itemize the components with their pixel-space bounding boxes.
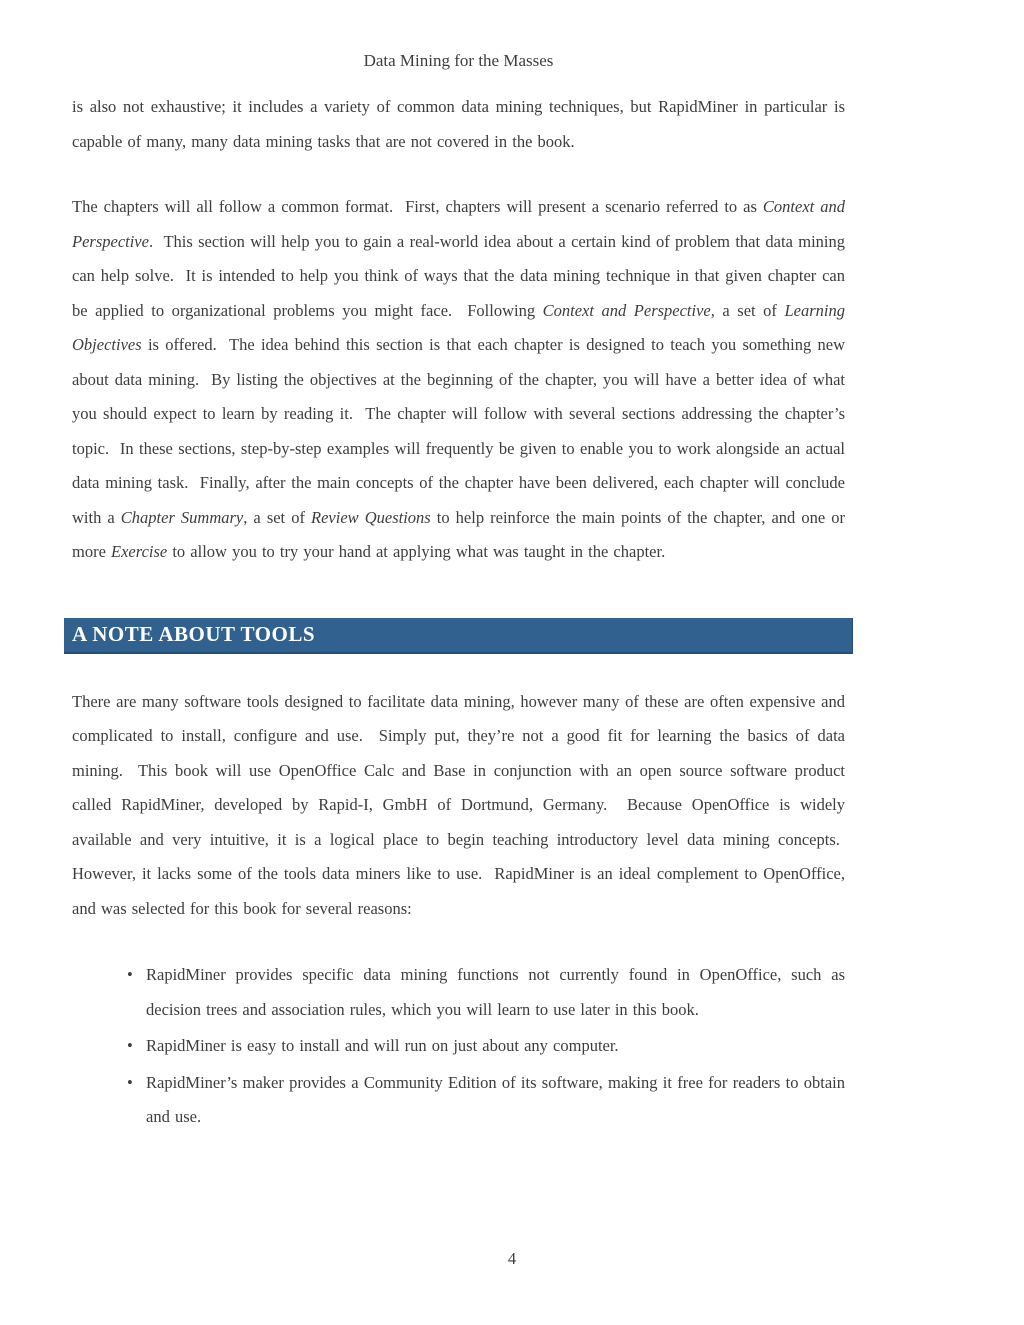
bullet-item-rapidminer-functions	[127, 958, 845, 1027]
page-content	[72, 0, 845, 1135]
bullet-icon: •	[127, 1036, 133, 1055]
section-heading-banner	[64, 618, 853, 654]
bullet-item-easy-install	[127, 1029, 845, 1064]
bullet-icon: •	[127, 1072, 133, 1092]
bullet-item-community-edition	[127, 1066, 845, 1135]
bullet-text: RapidMiner’s maker provides a Community Edition of its software, making it free for readers to obtain and use.	[146, 1072, 845, 1126]
bullet-text: RapidMiner provides specific data mining functions not currently found in OpenOffice, such as decision trees and association rules, which you will learn to use later in this book.	[146, 965, 845, 1019]
paragraph-tools: There are many software tools designed to facilitate data mining, however many of these are often expensive and complicated to install, configure and use. Simply put, they’re not a good fit for learning the basics of data mining. This book will use OpenOffice Calc and Base in conjunction with an open source software product called RapidMiner, developed by Rapid-I, GmbH of Dortmund, Germany. Because OpenOffice is widely available and very intuitive, it is a logical place to begin teaching introductory level data mining concepts. However, it lacks some of the tools data miners like to use. RapidMiner is an ideal complement to OpenOffice, and was selected for this book for several reasons:	[72, 691, 845, 918]
paragraph-chapter-format: The chapters will all follow a common format. First, chapters will present a scenario referred to as Context and Perspective. This section will help you to gain a real-world idea about a certain kind of problem that data mining can help solve. It is intended to help you think of ways that the data mining technique in that given chapter can be applied to organizational problems you might face. Following Context and Perspective, a set of Learning Objectives is offered. The idea behind this section is that each chapter is designed to teach you something new about data mining. By listing the objectives at the beginning of the chapter, you will have a better idea of what you should expect to learn by reading it. The chapter will follow with several sections addressing the chapter’s topic. In these sections, step-by-step examples will frequently be given to enable you to work alongside an actual data mining task. Finally, after the main concepts of the chapter have been delivered, each chapter will conclude with a Chapter Summary, a set of Review Questions to help reinforce the main points of the chapter, and one or more Exercise to allow you to try your hand at applying what was taught in the chapter.	[72, 197, 846, 561]
bullet-list	[72, 958, 845, 1135]
bullet-icon: •	[127, 965, 133, 984]
paragraph-intro-continuation: is also not exhaustive; it includes a variety of common data mining techniques, but RapidMiner in particular is capable of many, many data mining tasks that are not covered in the book.	[72, 97, 845, 151]
section-heading: A NOTE ABOUT TOOLS	[72, 621, 316, 646]
page-number: 4	[507, 1249, 517, 1268]
bullet-text: RapidMiner is easy to install and will run on just about any computer.	[146, 1036, 619, 1055]
page-header: Data Mining for the Masses	[363, 51, 554, 70]
